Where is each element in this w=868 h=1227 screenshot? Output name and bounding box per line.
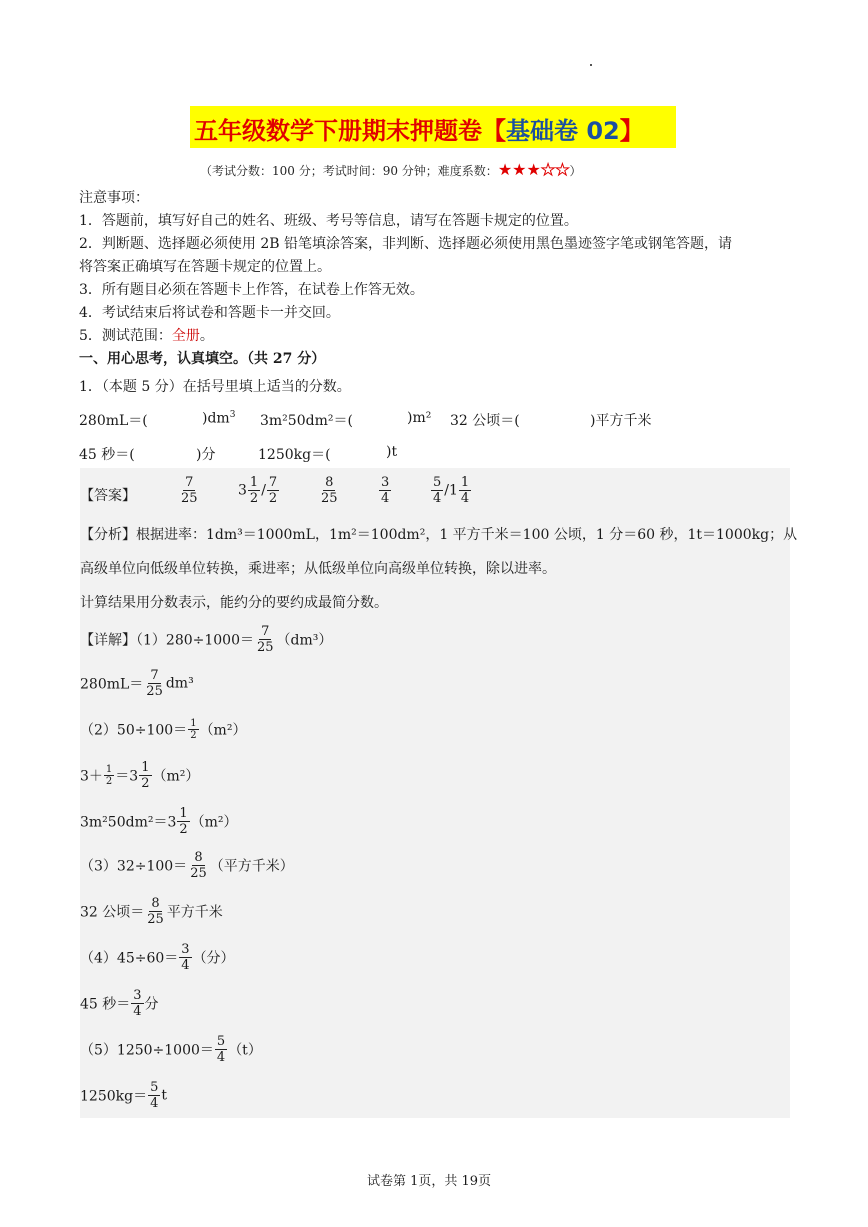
section-heading: 一、用心思考，认真填空。（共 27 分） xyxy=(79,351,326,367)
page-title xyxy=(194,111,644,146)
notice-item: 1．答题前，填写好自己的姓名、班级、考号等信息，请写在答题卡规定的位置。 xyxy=(79,213,578,229)
detail-step-2b: 3＋ $\frac{1}{2}$ ＝3 $\frac{1}{2}$ （m²） xyxy=(80,760,200,791)
answer-label: 【答案】 xyxy=(80,488,136,504)
question-unit: )t xyxy=(386,444,398,460)
title-main: 五年级数学下册期末押题卷【 xyxy=(194,117,506,145)
question-prompt: 1．（本题 5 分）在括号里填上适当的分数。 xyxy=(79,379,351,395)
question-blank: 280mL＝( xyxy=(79,413,148,429)
title-volume: 基础卷 02 xyxy=(506,117,620,145)
detail-step-3: （3）32÷100＝ $\frac{8}{25}$ （平方千米） xyxy=(80,850,294,881)
question-blank: 3m²50dm²＝( xyxy=(260,413,353,429)
answer-1: $\frac{7}{25}$ xyxy=(181,475,198,506)
analysis-line: 【分析】根据进率：1dm³＝1000mL，1m²＝100dm²，1 平方千米＝100 公顷，1 分＝60 秒，1t＝1000kg；从 xyxy=(80,527,798,543)
detail-result-4: 45 秒＝ $\frac{3}{4}$ 分 xyxy=(80,988,159,1019)
star-empty-icon: ★ xyxy=(555,160,570,179)
question-unit: )m² xyxy=(407,410,432,426)
answer-5: $\frac{5}{4}$ /1 $\frac{1}{4}$ xyxy=(433,475,470,506)
notice-item: 3．所有题目必须在答题卡上作答，在试卷上作答无效。 xyxy=(79,282,424,298)
notice-item: 4．考试结束后将试卷和答题卡一并交回。 xyxy=(79,305,340,321)
question-unit: )$dm^3$ xyxy=(202,410,236,427)
exam-info xyxy=(200,160,582,179)
notice-item: 2．判断题、选择题必须使用 2B 铅笔填涂答案，非判断、选择题必须使用黑色墨迹签字笔或钢笔答题，请 xyxy=(79,236,733,252)
exam-info-text: （考试分数：100 分；考试时间：90 分钟；难度系数： xyxy=(200,164,498,178)
notice-heading: 注意事项： xyxy=(79,190,149,206)
question-blank: 45 秒＝( xyxy=(79,447,135,463)
test-scope: 全册 xyxy=(171,328,200,344)
star-icon: ★ xyxy=(526,160,541,179)
question-unit: )分 xyxy=(196,447,216,463)
detail-result-2: 3m²50dm²＝3 $\frac{1}{2}$ （m²） xyxy=(80,806,238,837)
question-unit: )平方千米 xyxy=(590,413,652,429)
answer-4: $\frac{3}{4}$ xyxy=(381,475,390,506)
exam-info-close: ） xyxy=(569,164,582,178)
star-empty-icon: ★ xyxy=(540,160,556,179)
answer-3: $\frac{8}{25}$ xyxy=(321,475,338,506)
answer-2: 3 $\frac{1}{2}$ / $\frac{7}{2}$ xyxy=(238,475,278,506)
detail-step-1: 【详解】（1）280÷1000＝ $\frac{7}{25}$ （dm³） xyxy=(80,624,333,655)
title-close: 】 xyxy=(619,117,644,145)
detail-result-5: 1250kg＝ $\frac{5}{4}$ t xyxy=(80,1080,167,1111)
detail-step-2: （2）50÷100＝ $\frac{1}{2}$ （m²） xyxy=(80,718,247,741)
notice-item: 将答案正确填写在答题卡规定的位置上。 xyxy=(79,259,331,275)
detail-result-1: 280mL＝ $\frac{7}{25}$ dm³ xyxy=(80,668,194,699)
notice-item: 5．测试范围：全册。 xyxy=(79,328,214,344)
star-icon: ★ xyxy=(497,160,513,179)
detail-result-3: 32 公顷＝ $\frac{8}{25}$ 平方千米 xyxy=(80,896,223,927)
star-icon: ★ xyxy=(512,160,527,179)
detail-step-5: （5）1250÷1000＝ $\frac{5}{4}$ （t） xyxy=(80,1034,262,1065)
page-footer: 试卷第 1页，共 19页 xyxy=(367,1174,492,1189)
question-blank: 32 公顷＝( xyxy=(450,413,520,429)
speck xyxy=(590,64,592,66)
detail-step-4: （4）45÷60＝ $\frac{3}{4}$ （分） xyxy=(80,942,235,973)
analysis-line: 高级单位向低级单位转换，乘进率；从低级单位向高级单位转换，除以进率。 xyxy=(80,561,556,577)
question-blank: 1250kg＝( xyxy=(258,447,331,463)
analysis-line: 计算结果用分数表示，能约分的要约成最简分数。 xyxy=(80,595,388,611)
